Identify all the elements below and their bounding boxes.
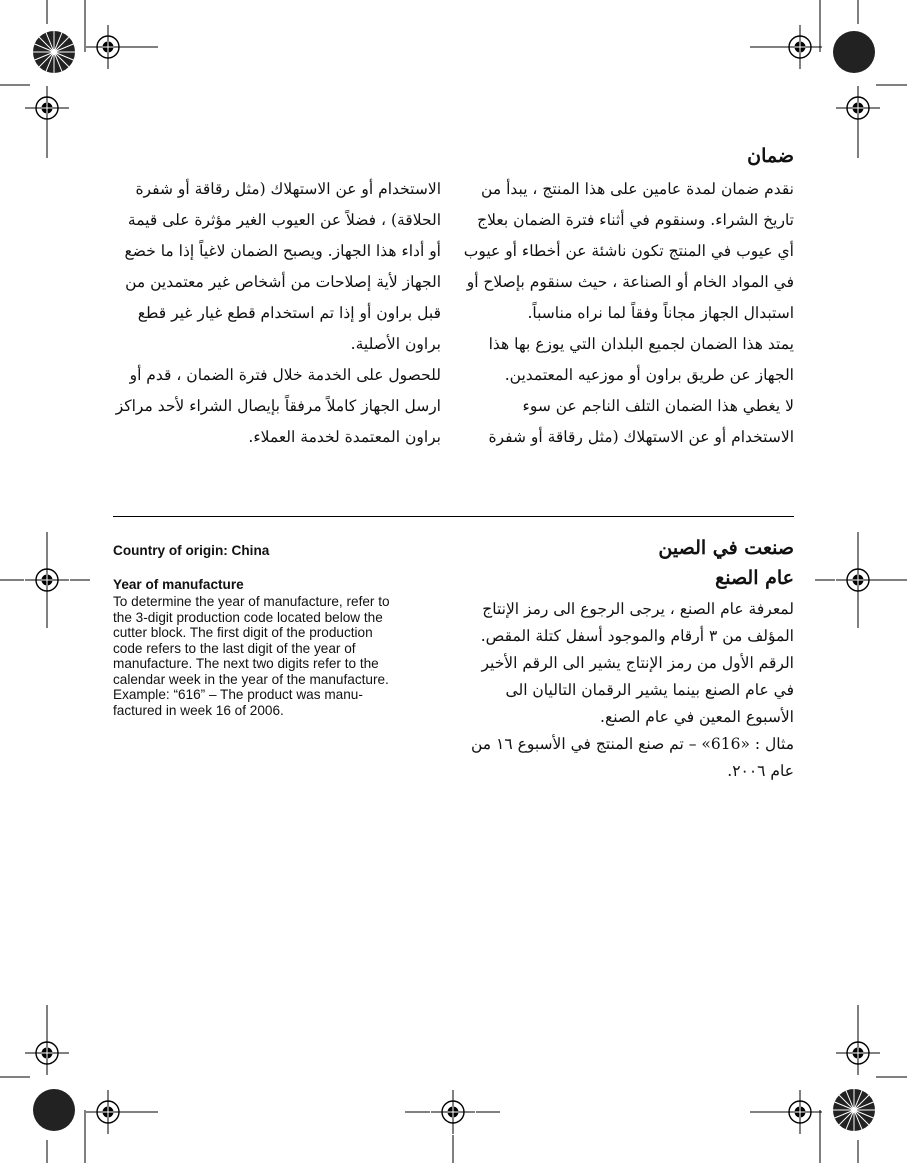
reg-mark-mid-left	[25, 558, 69, 602]
reg-mark-lower-right	[836, 1031, 880, 1075]
reg-mark-top-left	[86, 25, 130, 69]
year-line: the 3-digit production code located below the	[113, 609, 383, 625]
warranty-left-column	[113, 174, 441, 453]
star-mark-bottom-right	[833, 1089, 875, 1131]
star-mark-top-left	[33, 31, 75, 73]
reg-mark-top-right	[778, 25, 822, 69]
year-example-ar: مثال : «616» – تم صنع المنتج في الأسبوع ١٦ من عام ٢٠٠٦.	[471, 735, 794, 780]
warranty-paragraph-2: يمتد هذا الضمان لجميع البلدان التي يوزع بها هذا الجهاز عن طريق براون أو موزعيه المعتمدين.	[488, 335, 794, 384]
year-paragraph-ar: لمعرفة عام الصنع ، يرجى الرجوع الى رمز الإنتاج المؤلف من ٣ أرقام والموجود أسفل كتلة المقص. الرقم الأول من رمز الإنتاج يشير الى الرقم الأخير في عام الصنع بينما يشير الرقمان التاليان الى الأسبوع المعين في عام الصنع.	[480, 600, 794, 726]
year-line: calendar week in the year of the manufacture.	[113, 671, 389, 687]
year-line: cutter block. The first digit of the production	[113, 625, 373, 640]
reg-mark-upper-left	[25, 86, 69, 130]
reg-mark-bottom-right	[778, 1090, 822, 1134]
warranty-paragraph-5: للحصول على الخدمة خلال فترة الضمان ، قدم أو ارسل الجهاز كاملاً مرفقاً بإيصال الشراء لأحد مراكز براون المعتمدة لخدمة العملاء.	[115, 366, 441, 446]
year-line: factured in week 16 of 2006.	[113, 702, 284, 718]
warranty-paragraph-1: نقدم ضمان لمدة عامين على هذا المنتج ، يبدأ من تاريخ الشراء. وسنقوم في أثناء فترة الضمان بعلاج أي عيوب في المنتج تكون ناشئة عن أخطاء أو عيوب في المواد الخام أو الصناعة ، حيث سنقوم بإصلاح أو استبدال الجهاز مجاناً وفقاً لما نراه مناسباً.	[463, 180, 794, 322]
warranty-paragraph-4: الاستخدام أو عن الاستهلاك (مثل رقاقة أو شفرة الحلاقة) ، فضلاً عن العيوب الغير مؤثرة على قيمة أو أداء هذا الجهاز. ويصبح الضمان لاغياً إذا ما خضع الجهاز لأية إصلاحات من أشخاص غير معتمدين من قبل براون أو إذا تم استخدام قطع غيار غير قطع براون الأصلية.	[124, 180, 441, 353]
warranty-paragraph-3: لا يغطي هذا الضمان التلف الناجم عن سوء الاستخدام أو عن الاستهلاك (مثل رقاقة أو شفرة	[488, 397, 794, 446]
year-body-ar	[461, 596, 794, 785]
reg-mark-mid-right	[836, 558, 880, 602]
reg-mark-bottom-left	[86, 1090, 130, 1134]
year-heading-en: Year of manufacture	[113, 577, 244, 592]
reg-mark-upper-right	[836, 86, 880, 130]
year-line: code refers to the last digit of the year of	[113, 640, 356, 656]
star-mark-top-right	[833, 31, 875, 73]
section-divider	[113, 516, 794, 517]
warranty-right-column	[461, 174, 794, 453]
reg-mark-lower-left	[25, 1031, 69, 1075]
warranty-heading: ضمان	[747, 145, 794, 167]
year-line: To determine the year of manufacture, refer to	[113, 594, 390, 609]
year-line: manufacture. The next two digits refer to the	[113, 656, 379, 671]
year-line: Example: “616” – The product was manu-	[113, 687, 363, 702]
reg-mark-bottom-center	[431, 1090, 475, 1134]
country-of-origin: Country of origin: China	[113, 543, 270, 558]
star-mark-bottom-left	[33, 1089, 75, 1131]
made-in-china-ar: صنعت في الصين	[658, 537, 794, 559]
year-heading-ar: عام الصنع	[715, 567, 794, 589]
year-body-en	[113, 594, 443, 718]
